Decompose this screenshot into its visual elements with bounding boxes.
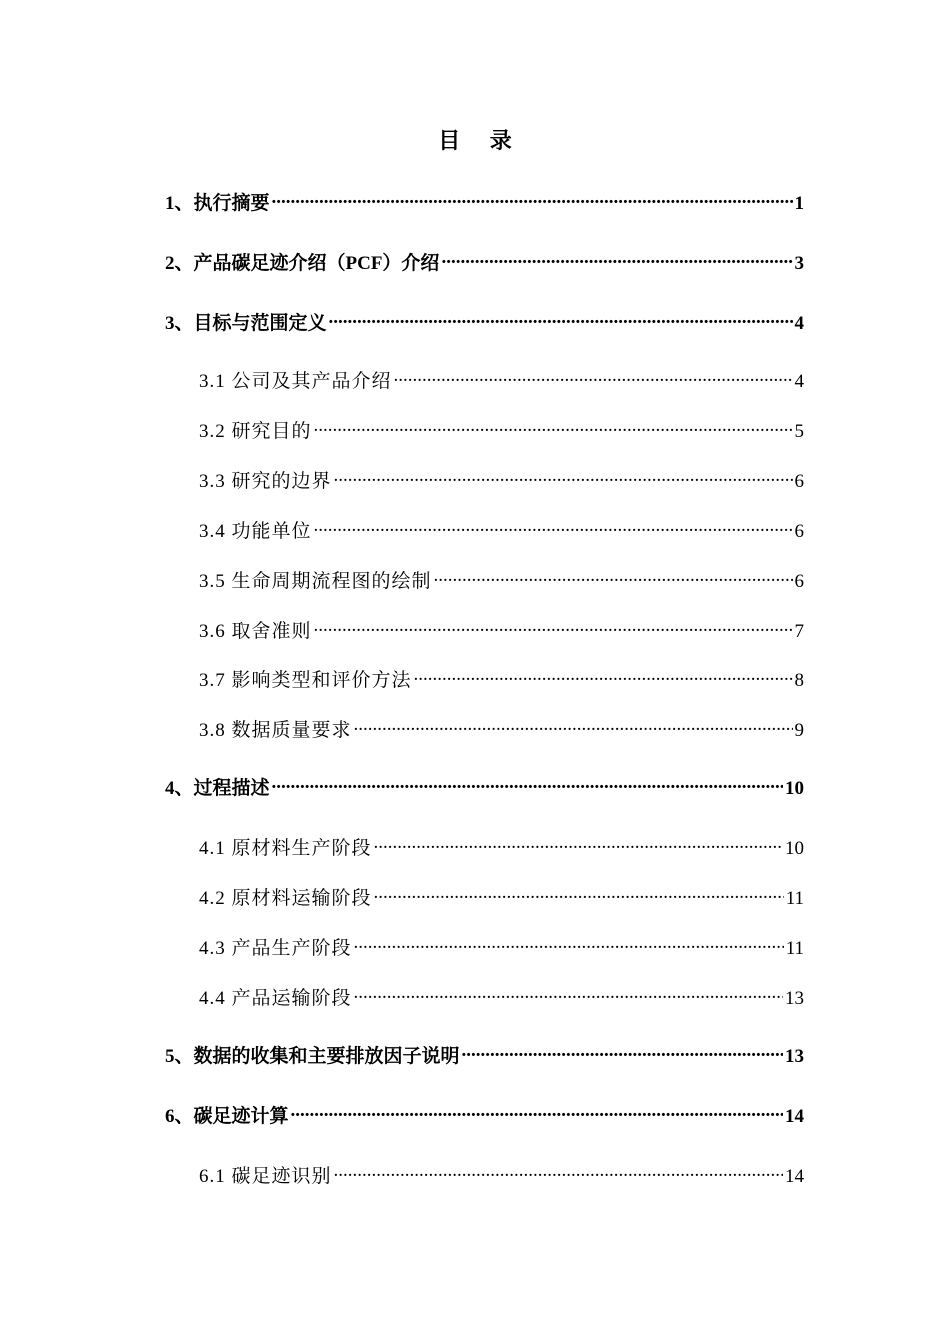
toc-dot-leader <box>314 618 793 637</box>
toc-page-number: 4 <box>794 313 804 334</box>
toc-page-number: 7 <box>794 621 804 642</box>
toc-dot-leader <box>314 518 793 537</box>
toc-dot-leader <box>462 1043 783 1062</box>
toc-entry-6[interactable] <box>165 1101 804 1128</box>
toc-dot-leader <box>414 667 793 686</box>
toc-entry-2[interactable] <box>165 248 804 275</box>
toc-page-number: 13 <box>785 1046 804 1067</box>
toc-entry-label: 3.7 影响类型和评价方法 <box>199 670 412 691</box>
toc-page-number: 13 <box>785 988 804 1009</box>
toc-entry-4-2[interactable] <box>199 883 804 910</box>
toc-page-number: 14 <box>785 1166 804 1187</box>
toc-dot-leader <box>434 568 793 587</box>
toc-entry-3-8[interactable] <box>199 715 804 742</box>
toc-dot-leader <box>354 985 783 1004</box>
toc-entry-label: 4.4 产品运输阶段 <box>199 988 352 1009</box>
toc-entry-label: 1、执行摘要 <box>165 193 270 214</box>
toc-entry-label: 4.2 原材料运输阶段 <box>199 888 372 909</box>
toc-page-number: 10 <box>785 838 804 859</box>
toc-page-number: 11 <box>785 938 804 959</box>
toc-page-number: 6 <box>794 521 804 542</box>
toc-dot-leader <box>441 250 792 269</box>
toc-dot-leader <box>334 468 793 487</box>
toc-entry-4[interactable] <box>165 773 804 800</box>
toc-entry-3-5[interactable] <box>199 566 804 593</box>
toc-entry-4-4[interactable] <box>199 983 804 1010</box>
toc-title: 目 录 <box>438 128 524 153</box>
toc-page-number: 4 <box>794 371 804 392</box>
toc-dot-leader <box>394 368 793 387</box>
toc-entry-3-6[interactable] <box>199 616 804 643</box>
toc-entry-label: 5、数据的收集和主要排放因子说明 <box>165 1046 460 1067</box>
toc-entry-label: 3、目标与范围定义 <box>165 313 327 334</box>
toc-entry-3-2[interactable] <box>199 416 804 443</box>
toc-entry-label: 4、过程描述 <box>165 778 270 799</box>
toc-dot-leader <box>374 885 784 904</box>
toc-dot-leader <box>374 835 783 854</box>
toc-entry-label: 3.5 生命周期流程图的绘制 <box>199 571 432 592</box>
toc-page-number: 6 <box>794 571 804 592</box>
toc-entry-6-1[interactable] <box>199 1161 804 1188</box>
toc-dot-leader <box>272 190 793 209</box>
toc-page-number: 5 <box>794 421 804 442</box>
toc-entry-label: 3.1 公司及其产品介绍 <box>199 371 392 392</box>
toc-entry-3[interactable] <box>165 308 804 335</box>
toc-page-number: 11 <box>785 888 804 909</box>
toc-entry-label: 4.3 产品生产阶段 <box>199 938 352 959</box>
toc-dot-leader <box>334 1163 783 1182</box>
toc-page-number: 10 <box>785 778 804 799</box>
toc-page-number: 14 <box>785 1106 804 1127</box>
toc-entry-1[interactable] <box>165 188 804 215</box>
toc-entry-label: 6.1 碳足迹识别 <box>199 1166 332 1187</box>
toc-dot-leader <box>272 775 783 794</box>
toc-page-number: 3 <box>794 253 804 274</box>
toc-dot-leader <box>354 935 784 954</box>
toc-entry-label: 3.3 研究的边界 <box>199 471 332 492</box>
toc-entry-3-3[interactable] <box>199 466 804 493</box>
toc-entry-label: 3.6 取舍准则 <box>199 621 312 642</box>
toc-entry-4-3[interactable] <box>199 933 804 960</box>
toc-entry-5[interactable] <box>165 1041 804 1068</box>
toc-entry-3-1[interactable] <box>199 366 804 393</box>
toc-entry-label: 6、碳足迹计算 <box>165 1106 289 1127</box>
toc-entry-label: 2、产品碳足迹介绍（PCF）介绍 <box>165 253 440 274</box>
toc-entry-3-4[interactable] <box>199 516 804 543</box>
toc-page-number: 9 <box>794 720 804 741</box>
toc-entry-label: 4.1 原材料生产阶段 <box>199 838 372 859</box>
toc-entry-label: 3.8 数据质量要求 <box>199 720 352 741</box>
toc-page-number: 1 <box>794 193 804 214</box>
toc-entry-3-7[interactable] <box>199 665 804 692</box>
toc-dot-leader <box>314 418 793 437</box>
toc-dot-leader <box>291 1103 783 1122</box>
toc-page-number: 6 <box>794 471 804 492</box>
toc-dot-leader <box>329 310 793 329</box>
toc-entry-label: 3.4 功能单位 <box>199 521 312 542</box>
toc-entry-4-1[interactable] <box>199 833 804 860</box>
toc-entry-label: 3.2 研究目的 <box>199 421 312 442</box>
toc-page-number: 8 <box>794 670 804 691</box>
toc-dot-leader <box>354 717 793 736</box>
